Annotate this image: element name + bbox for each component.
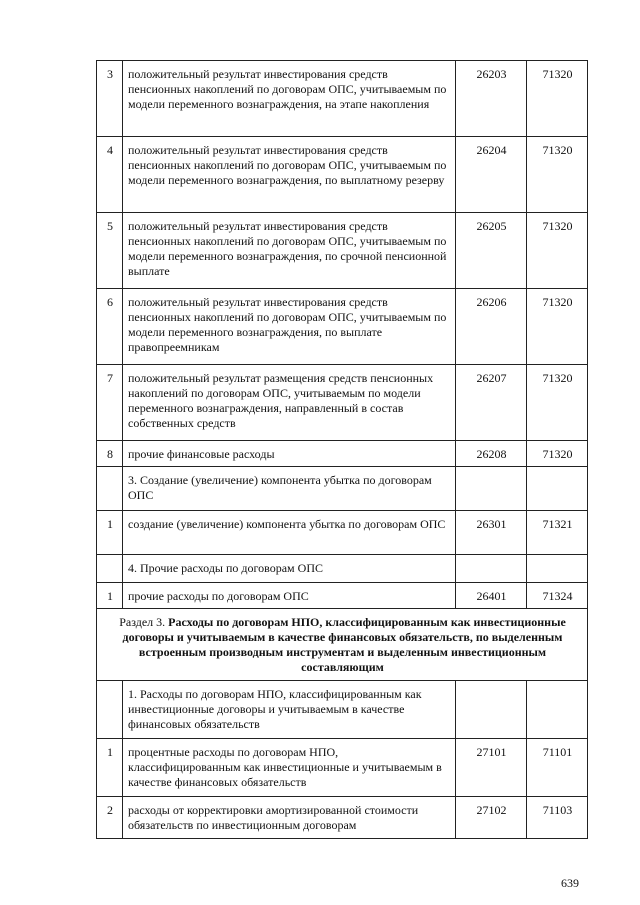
table-row [97,213,588,289]
empty-cell [527,555,588,583]
row-number: 6 [97,289,123,365]
row-number: 1 [97,583,123,609]
row-description: положительный результат инвестирования средств пенсионных накоплений по договорам ОПС, учитываемым по модели переменного вознаграждения, по выплатному резерву [123,137,456,213]
table-row [97,739,588,797]
section-prefix: Раздел 3. [119,615,169,629]
row-number: 2 [97,797,123,839]
account-code: 26203 [456,61,527,137]
row-description: процентные расходы по договорам НПО, классифицированным как инвестиционные и учитываемым в качестве финансовых обязательств [123,739,456,797]
empty-cell [456,467,527,511]
symbol-code: 71103 [527,797,588,839]
symbol-code: 71320 [527,137,588,213]
account-code: 26301 [456,511,527,555]
row-description: расходы от корректировки амортизированной стоимости обязательств по инвестиционным договорам [123,797,456,839]
page-number: 639 [561,876,579,890]
row-number: 7 [97,365,123,441]
account-code: 27101 [456,739,527,797]
group-header-row [97,555,588,583]
table-row [97,365,588,441]
accounts-table [96,60,588,839]
group-title: 3. Создание (увеличение) компонента убытка по договорам ОПС [123,467,456,511]
empty-cell [456,555,527,583]
account-code: 26204 [456,137,527,213]
symbol-code: 71320 [527,213,588,289]
row-description: положительный результат инвестирования средств пенсионных накоплений по договорам ОПС, учитываемым по модели переменного вознаграждения, по выплате правопреемникам [123,289,456,365]
empty-cell [456,681,527,739]
row-number: 5 [97,213,123,289]
row-number: 4 [97,137,123,213]
table-row [97,137,588,213]
group-title: 1. Расходы по договорам НПО, классифицированным как инвестиционные договоры и учитываемым в качестве финансовых обязательств [123,681,456,739]
row-description: прочие финансовые расходы [123,441,456,467]
section-heading [97,609,588,681]
row-description: прочие расходы по договорам ОПС [123,583,456,609]
empty-cell [527,681,588,739]
section-title: Расходы по договорам НПО, классифицированным как инвестиционные договоры и учитываемым в качестве финансовых обязательств, по выделенным встроенным производным инструментам и выделенным инвестиционным составляющим [122,615,566,674]
table-row [97,289,588,365]
symbol-code: 71101 [527,739,588,797]
group-title: 4. Прочие расходы по договорам ОПС [123,555,456,583]
row-description: положительный результат инвестирования средств пенсионных накоплений по договорам ОПС, учитываемым по модели переменного вознаграждения, на этапе накопления [123,61,456,137]
row-number: 1 [97,739,123,797]
symbol-code: 71320 [527,61,588,137]
account-code: 27102 [456,797,527,839]
row-number: 8 [97,441,123,467]
table-row [97,583,588,609]
symbol-code: 71320 [527,365,588,441]
empty-cell [97,467,123,511]
account-code: 26206 [456,289,527,365]
group-header-row [97,467,588,511]
table-row [97,797,588,839]
empty-cell [97,681,123,739]
account-code: 26207 [456,365,527,441]
symbol-code: 71320 [527,441,588,467]
table-row [97,511,588,555]
section-heading-row [97,609,588,681]
row-description: положительный результат инвестирования средств пенсионных накоплений по договорам ОПС, учитываемым по модели переменного вознаграждения, по срочной пенсионной выплате [123,213,456,289]
empty-cell [527,467,588,511]
symbol-code: 71321 [527,511,588,555]
table-row [97,61,588,137]
symbol-code: 71324 [527,583,588,609]
account-code: 26205 [456,213,527,289]
symbol-code: 71320 [527,289,588,365]
row-description: положительный результат размещения средств пенсионных накоплений по договорам ОПС, учитываемым по модели переменного вознаграждения, направленный в состав собственных средств [123,365,456,441]
row-number: 3 [97,61,123,137]
group-header-row [97,681,588,739]
row-number: 1 [97,511,123,555]
empty-cell [97,555,123,583]
account-code: 26401 [456,583,527,609]
row-description: создание (увеличение) компонента убытка по договорам ОПС [123,511,456,555]
table-row [97,441,588,467]
account-code: 26208 [456,441,527,467]
